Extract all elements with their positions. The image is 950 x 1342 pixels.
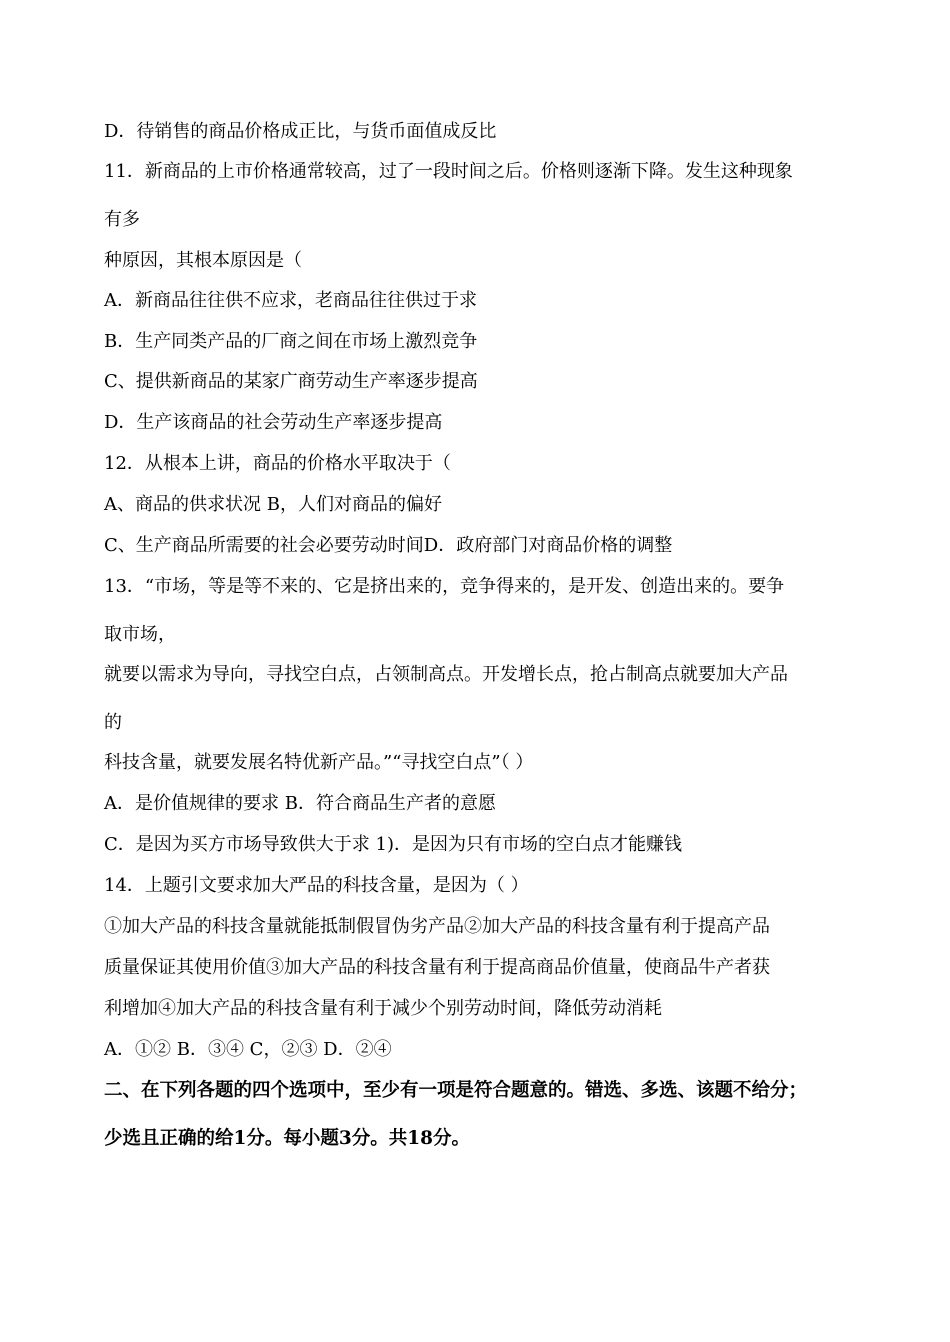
section-two-heading: 二、在下列各题的四个选项中，至少有一项是符合题意的。错选、多选、该题不给分； xyxy=(104,1080,808,1101)
question-11-option-d: D．生产该商品的社会劳动生产率逐步提高 xyxy=(104,412,443,433)
question-11-option-a: A．新商品往往供不应求，老商品往往供过于求 xyxy=(104,290,477,311)
question-13-stem-end: 科技含量，就要发展名特优新产品。”“寻找空白点”（ ） xyxy=(104,752,534,773)
question-12-options-cd: C、生产商品所需要的社会必要劳动时间D．政府部门对商品价格的调整 xyxy=(104,535,673,556)
question-14-options: A．①② B．③④ C，②③ D．②④ xyxy=(104,1039,392,1060)
question-10-option-d: D．待销售的商品价格成正比，与货币面值成反比 xyxy=(104,121,497,142)
question-11-option-c: C、提供新商品的某家广商劳动生产率逐步提高 xyxy=(104,371,478,392)
question-14-statements-2: 质量保证其使用价值③加大产品的科技含量有利于提高商品价值量，使商品牛产者获 xyxy=(104,957,770,978)
question-13-stem-cont-2: 就要以需求为导向，寻找空白点，占领制高点。开发增长点，抢占制高点就要加大产品 xyxy=(104,664,788,685)
question-11-stem: 11．新商品的上市价格通常较高，过了一段时间之后。价格则逐渐下降。发生这种现象 xyxy=(104,161,793,182)
question-13-options-ab: A．是价值规律的要求 B．符合商品生产者的意愿 xyxy=(104,793,496,814)
question-11-option-b: B．生产同类产品的厂商之间在市场上激烈竞争 xyxy=(104,331,478,352)
question-12-options-ab: A、商品的供求状况 B，人们对商品的偏好 xyxy=(104,494,442,515)
question-13-options-cd: C．是因为买方市场导致供大于求 1)．是因为只有市场的空白点才能赚钱 xyxy=(104,834,682,855)
question-11-stem-end: 种原因，其根本原因是（ xyxy=(104,250,302,271)
section-two-heading-cont: 少选且正确的给1分。每小题3分。共18分。 xyxy=(104,1128,470,1149)
question-13-stem-cont-1: 取市场， xyxy=(104,624,176,645)
question-14-statements-1: ①加大产品的科技含量就能抵制假冒伪劣产品②加大产品的科技含量有利于提高产品 xyxy=(104,916,770,937)
question-12-stem: 12．从根本上讲，商品的价格水平取决于（ xyxy=(104,453,451,474)
question-14-statements-3: 利增加④加大产品的科技含量有利于减少个别劳动时间，降低劳动消耗 xyxy=(104,998,662,1019)
question-13-stem: 13．“市场，等是等不来的、它是挤出来的，竞争得来的，是开发、创造出来的。要争 xyxy=(104,576,785,597)
question-13-stem-cont-3: 的 xyxy=(104,712,122,733)
question-14-stem: 14．上题引文要求加大严品的科技含量，是因为（ ） xyxy=(104,875,529,896)
question-11-stem-cont: 有多 xyxy=(104,209,140,230)
